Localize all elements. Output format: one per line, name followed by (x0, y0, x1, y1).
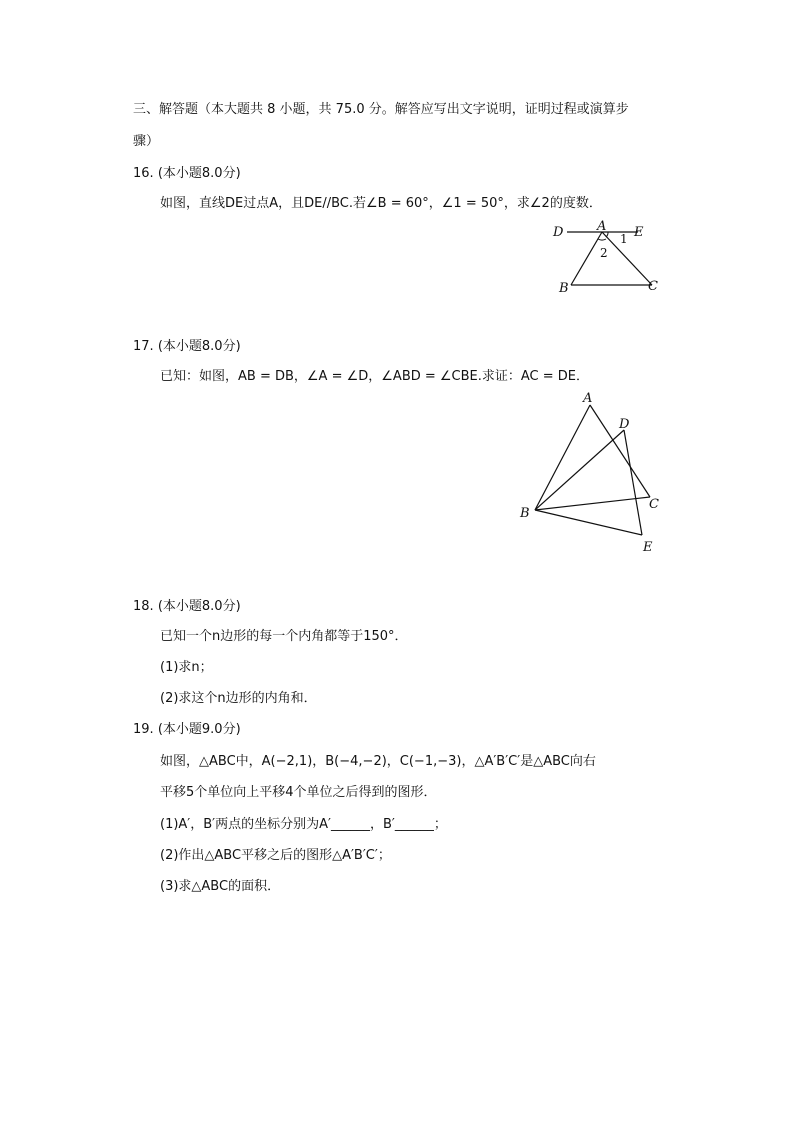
question-number: 16. (133, 166, 154, 181)
question-18-header (133, 595, 241, 614)
question-points: (本小题8.0分) (157, 166, 241, 181)
label-b: B (520, 506, 530, 521)
question-points: (本小题9.0分) (157, 722, 241, 737)
question-18-part1: (1)求n； (160, 660, 213, 675)
segment-bc (535, 497, 650, 510)
segment-ab (571, 232, 602, 285)
label-c: C (648, 279, 658, 294)
label-d: D (619, 417, 630, 432)
label-angle-1: 1 (620, 232, 628, 246)
segment-ba (535, 405, 590, 510)
label-e: E (643, 540, 653, 555)
segment-bd (535, 430, 624, 510)
segment-de (624, 430, 642, 535)
question-number: 17. (133, 339, 154, 354)
segment-be (535, 510, 642, 535)
question-19-text-line1: 如图，△ABC中，A(−2,1)，B(−4,−2)，C(−1,−3)，△A′B′C′是△ABC向右 (160, 754, 596, 769)
question-16-text: 如图，直线DE过点A，且DE//BC.若∠B = 60°，∠1 = 50°，求∠2的度数． (160, 196, 602, 211)
question-19-part1: (1)A′，B′两点的坐标分别为A′______，B′______； (160, 817, 447, 832)
label-d: D (553, 225, 564, 240)
label-b: B (559, 281, 569, 296)
question-points: (本小题8.0分) (157, 339, 241, 354)
question-number: 18. (133, 599, 154, 614)
question-19-header (133, 718, 241, 737)
question-19-part2: (2)作出△ABC平移之后的图形△A′B′C′； (160, 848, 391, 863)
label-c: C (649, 497, 659, 512)
label-a: A (597, 219, 607, 234)
question-19-text-line2: 平移5个单位向上平移4个单位之后得到的图形． (160, 785, 437, 800)
question-18-text: 已知一个n边形的每一个内角都等于150°． (160, 629, 408, 644)
question-19-part3: (3)求△ABC的面积． (160, 879, 281, 894)
angle-2-arc (598, 239, 606, 240)
question-17-header (133, 335, 241, 354)
section-heading-line2: 骤） (133, 134, 160, 149)
question-18-part2: (2)求这个n边形的内角和． (160, 691, 317, 706)
q17-figure (510, 385, 670, 560)
question-number: 19. (133, 722, 154, 737)
question-points: (本小题8.0分) (157, 599, 241, 614)
label-a: A (583, 391, 593, 406)
label-angle-2: 2 (600, 246, 608, 260)
question-16-header (133, 162, 241, 181)
section-heading-line1: 三、解答题（本大题共 8 小题，共 75.0 分。解答应写出文字说明，证明过程或演算步 (133, 102, 629, 117)
label-e: E (634, 225, 644, 240)
question-17-text: 已知：如图，AB = DB，∠A = ∠D，∠ABD = ∠CBE.求证：AC = DE． (160, 369, 590, 384)
q16-figure (545, 218, 665, 298)
